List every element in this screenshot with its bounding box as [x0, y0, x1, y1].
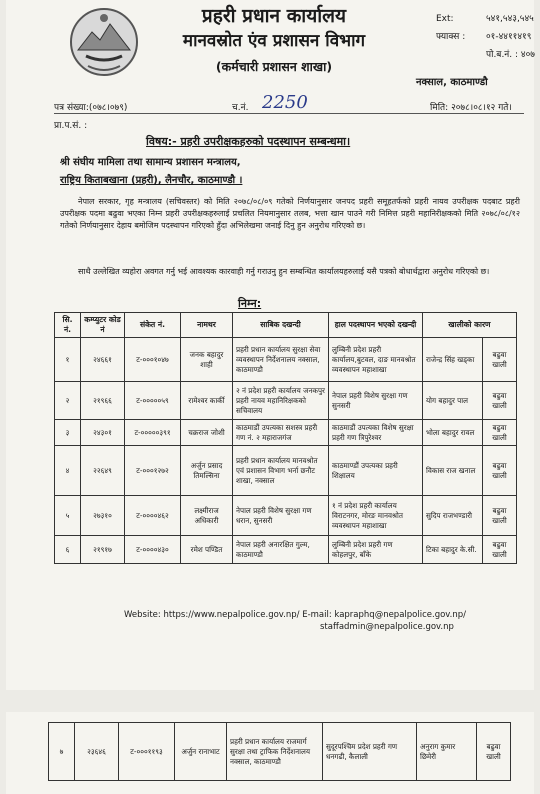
- cell-vacancy-reason: बढुवा खाली: [483, 382, 517, 420]
- cell-sn: २: [55, 382, 81, 420]
- body-paragraph-2: साथै उल्लेखित व्यहोरा अवगत गर्नु भई आवश्यक कारवाही गर्नु गराउनु हुन सम्बन्धित कार्यालयहरुलाई यसै पत्रको बोधार्थद्वारा अनुरोध गरिएको छ।: [78, 267, 490, 276]
- cell-sn: ७: [49, 723, 75, 781]
- cell-name: चक्रराज जोशी: [181, 420, 233, 446]
- letter-date: मिति: २०७८।०८।१२ गते।: [430, 103, 512, 113]
- header-new-post: हाल पदस्थापन भएको दखन्दी: [329, 313, 423, 338]
- subject-line: विषय:- प्रहरी उपरीक्षकहरुको पदस्थापन सम्बन्धमा।: [146, 135, 351, 148]
- table-row: [55, 496, 517, 536]
- table-row: [49, 723, 511, 781]
- cell-vacancy-name: भोला बहादुर रावल: [423, 420, 483, 446]
- cell-sanket: ट-०००००५९: [125, 382, 181, 420]
- cell-previous-post: प्रहरी प्रधान कार्यालय राजमार्ग सुरक्षा तथा ट्राफिक निर्देशनालय नक्साल, काठमाण्डौ: [227, 723, 323, 781]
- cell-new-post: काठमाडौं उपत्यका विशेष सुरक्षा प्रहरी गण त्रिपुरेश्वर: [329, 420, 423, 446]
- cell-vacancy-reason: बढुवा खाली: [483, 420, 517, 446]
- cell-name: रमेश पण्डित: [181, 536, 233, 564]
- cell-previous-post: काठमाडौं उपत्यका सशस्त्र प्रहरी गण नं. २ महाराजगंज: [233, 420, 329, 446]
- addressee-line-2: राष्ट्रिय किताबखाना (प्रहरी), लैनचौर, काठमाण्डौ ।: [60, 175, 243, 186]
- cell-vacancy-reason: बढुवा खाली: [483, 496, 517, 536]
- letter-number: पत्र संख्या:(०७८।०७९): [54, 103, 128, 113]
- header-code: कम्प्युटर कोड नं: [81, 313, 125, 338]
- cell-sn: ६: [55, 536, 81, 564]
- cell-sanket: ट-०००१०४७: [125, 338, 181, 382]
- cell-sanket: ट-०००००३९१: [125, 420, 181, 446]
- dispatch-number: 2250: [262, 92, 308, 113]
- cell-new-post: सुदूरपश्चिम प्रदेश प्रहरी गण धनगढी, कैलाली: [323, 723, 417, 781]
- header-name: नामथर: [181, 313, 233, 338]
- table-row: [55, 536, 517, 564]
- reference-number: प्रा.प.सं. :: [54, 121, 88, 131]
- posting-table: [54, 312, 517, 564]
- cell-new-post: १ नं प्रदेश प्रहरी कार्यालय विराटनगर, मोरङ मानवश्रोत व्यवस्थापन महाशाखा: [329, 496, 423, 536]
- cell-code: २२६४९: [81, 446, 125, 496]
- divider: [54, 113, 524, 114]
- cell-new-post: काठमाण्डौं उपत्यका प्रहरी शिक्षालय: [329, 446, 423, 496]
- cell-code: २३६४६: [75, 723, 119, 781]
- cell-name: रामेश्वर कार्की: [181, 382, 233, 420]
- cell-vacancy-name: टिका बहादुर के.सी.: [423, 536, 483, 564]
- cell-vacancy-name: योग बहादुर पाल: [423, 382, 483, 420]
- fax-label: फ्याक्स :: [436, 32, 466, 42]
- list-title: निम्न:: [238, 297, 262, 310]
- section-title: (कर्मचारी प्रशासन शाखा): [215, 59, 333, 74]
- cell-vacancy-name: विकास राज खनाल: [423, 446, 483, 496]
- cell-name: जनक बहादुर शाही: [181, 338, 233, 382]
- header-sanket: संकेत नं.: [125, 313, 181, 338]
- cell-previous-post: नेपाल प्रहरी अनारक्षित गुल्म, काठमाण्डौ: [233, 536, 329, 564]
- header-sn: सि. नं.: [55, 313, 81, 338]
- table-row: [55, 420, 517, 446]
- office-title: प्रहरी प्रधान कार्यालय: [201, 5, 347, 27]
- header-previous-post: साबिक दखन्दी: [233, 313, 329, 338]
- ext-value: ५४१,५४३,५४५: [486, 14, 534, 24]
- cell-code: २१९६६: [81, 382, 125, 420]
- cell-sn: ५: [55, 496, 81, 536]
- cell-previous-post: २ नं प्रदेश प्रहरी कार्यालय जनकपुर प्रहरी नायव महानिरिक्षकको सचिवालय: [233, 382, 329, 420]
- cell-sanket: ट-००००४६२: [125, 496, 181, 536]
- cell-sn: १: [55, 338, 81, 382]
- letter-page: [6, 0, 534, 690]
- footer-website: Website: https://www.nepalpolice.gov.np/ E-mail: kapraphq@nepalpolice.gov.np/: [124, 610, 467, 620]
- cell-sanket: ट-००००४३०: [125, 536, 181, 564]
- cell-previous-post: प्रहरी प्रधान कार्यालय सुरक्षा सेवा व्यवस्थापन निर्देशनालय नक्साल, काठमाण्डौ: [233, 338, 329, 382]
- cell-vacancy-name: राजेन्द्र सिंह खड्का: [423, 338, 483, 382]
- cell-vacancy-name: अनुराग कुमार छिमेरी: [417, 723, 477, 781]
- cell-new-post: लुम्बिनी प्रदेश प्रहरी कार्यालय,बुटवल, दाङ मानवश्रोत व्यवस्थापन महाशाखा: [329, 338, 423, 382]
- cell-code: २४३०१: [81, 420, 125, 446]
- cell-sn: ४: [55, 446, 81, 496]
- table-row: [55, 338, 517, 382]
- cell-vacancy-reason: बढुवा खाली: [483, 536, 517, 564]
- cell-vacancy-reason: बढुवा खाली: [477, 723, 511, 781]
- addressee: [60, 154, 242, 190]
- continuation-page: [6, 712, 534, 794]
- cell-code: २७३१०: [81, 496, 125, 536]
- cell-sn: ३: [55, 420, 81, 446]
- table-header-row: [55, 313, 517, 338]
- cell-vacancy-reason: बढुवा खाली: [483, 446, 517, 496]
- nepal-emblem-icon: [68, 6, 140, 78]
- fax-value: ०१-४४११४१९: [486, 32, 532, 42]
- cell-previous-post: नेपाल प्रहरी विशेष सुरक्षा गण धरान, सुनसरी: [233, 496, 329, 536]
- cell-new-post: नेपाल प्रहरी विशेष सुरक्षा गण सुनसरी: [329, 382, 423, 420]
- dispatch-label: च.नं.: [232, 103, 249, 113]
- cell-sanket: ट-०००११९३: [119, 723, 175, 781]
- cell-new-post: लुम्बिनी प्रदेश प्रहरी गण कोहलपुर, बाँके: [329, 536, 423, 564]
- po-box: पो.ब.नं. : ४०७: [486, 50, 535, 60]
- cell-code: २१९१७: [81, 536, 125, 564]
- header-vacancy: खालीको कारण: [423, 313, 517, 338]
- table-row: [55, 446, 517, 496]
- cell-name: अर्जुन रानाभाट: [175, 723, 227, 781]
- cell-name: लक्ष्मीराज अधिकारी: [181, 496, 233, 536]
- footer-email: staffadmin@nepalpolice.gov.np: [320, 622, 454, 632]
- cell-sanket: ट-०००१२७२: [125, 446, 181, 496]
- ext-label: Ext:: [436, 14, 454, 24]
- office-address: नक्साल, काठमाण्डौ: [416, 77, 488, 88]
- addressee-line-1: श्री संघीय मामिला तथा सामान्य प्रशासन मन्त्रालय,: [60, 157, 241, 168]
- cell-previous-post: प्रहरी प्रधान कार्यालय मानवश्रोत एवं प्रशासन विभाग भर्ना छनौट शाखा, नक्साल: [233, 446, 329, 496]
- cell-vacancy-reason: बढुवा खाली: [483, 338, 517, 382]
- cell-code: २४६६१: [81, 338, 125, 382]
- cell-vacancy-name: सुदिप राजभण्डारी: [423, 496, 483, 536]
- table-row: [55, 382, 517, 420]
- body-paragraph-1: नेपाल सरकार, गृह मन्त्रालय (सचिवस्तर) को मिति २०७८/०८/०९ गतेको निर्णयानुसार जनपद प्रहरी समूहतर्फको प्रहरी नायव उपरीक्षक पदबाट प्रहरी उपरीक्षक पदमा बढुवा भएका निम्न प्रहरी उपरीक्षकहरुलाई प्रचलित नियमानुसार तलब, भत्ता खान पाउने गरी निमित्त प्रहरी महानिरीक्षकको मिति २०७८/०८/१२ गतेको निर्णयानुसार देहाय बमोजिम पदस्थापन गरिएको हुँदा अभिलेखमा जनाई दिनु हुन अनुरोध गरिएको छ।: [60, 197, 520, 230]
- department-title: मानवस्रोत एंव प्रशासन विभाग: [182, 31, 366, 51]
- footer: [124, 609, 466, 633]
- cell-name: अर्जुन प्रसाद तिमल्सिना: [181, 446, 233, 496]
- posting-table-continued: [48, 722, 511, 781]
